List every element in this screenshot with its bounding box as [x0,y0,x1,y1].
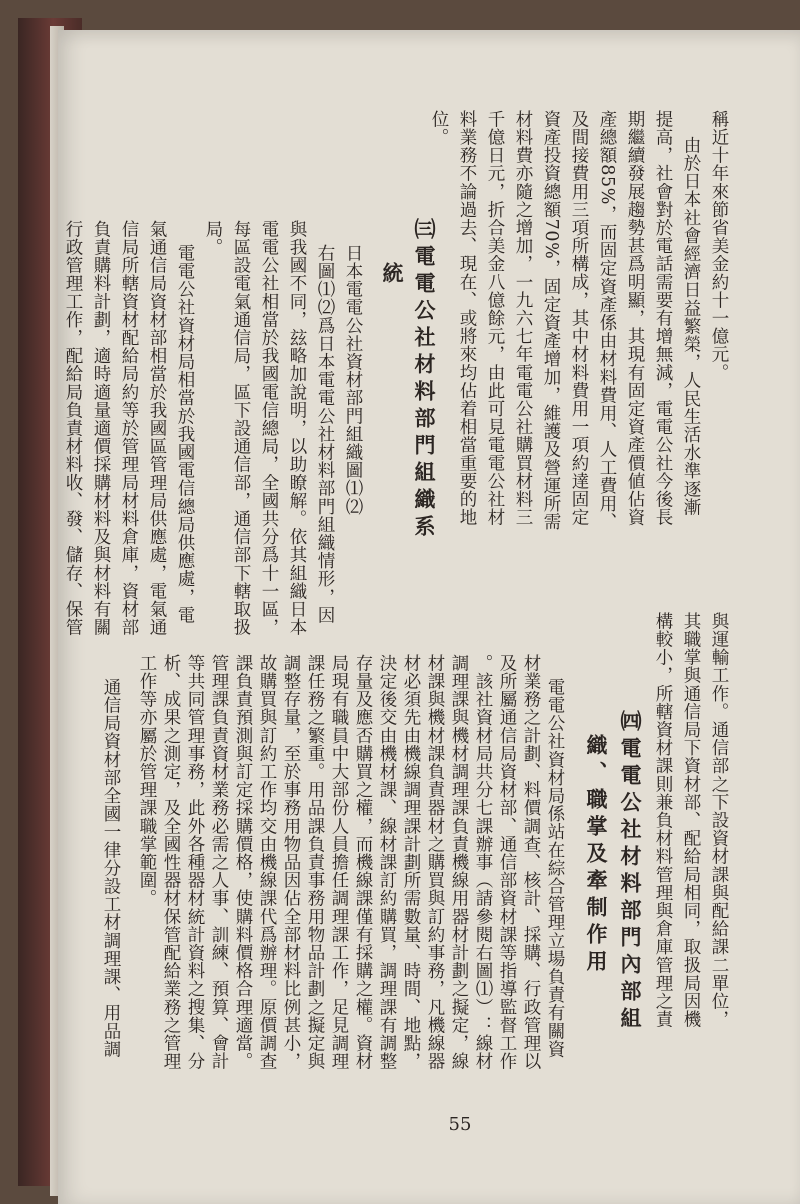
text-column: 存量及應否購買之權，而機線課僅有採購之權。資材 [353,654,373,1071]
text-column: 局。 [203,220,223,257]
text-column: 調整存量，至於事務用物品因佔全部材料比例甚小， [281,654,301,1071]
text-column: 調理課與機材調理課負責機線用器材計劃之擬定，線 [449,654,469,1071]
text-column: 故購買與訂約工作均交由機線課代爲辦理。原價調查 [257,654,277,1071]
text-column: 提高，社會對於電話需要有增無減，電電公社今後長 [653,110,673,527]
text-column: 右圖⑴⑵爲日本電電公社材料部門組織情形，因 [315,244,335,625]
text-column: 負責購料計劃，適時適量適價採購材料及與材料有關 [91,220,111,637]
text-column: 每區設電氣通信局，區下設通信部，通信部下轄取扱 [231,220,251,637]
text-column: 析、成果之測定，及全國性器材保管配給業務之管理 [161,654,181,1071]
text-column: 管理課負責資材業務必需之人事、訓練、預算、會計 [209,654,229,1071]
text-column: 日本電電公社資材部門組織圖⑴⑵ [343,244,363,516]
section-heading-4: ㈣電電公社材料部門內部組 [618,710,643,1034]
text-column: 。該社資材局共分七課辦事（請參閱右圖⑴）：線材 [473,654,493,1071]
text-column: 期繼續發展趨勢甚爲明顯，其現有固定資產價値佔資 [625,110,645,527]
text-column: 位。 [429,110,449,147]
section-heading-3-cont: 統 [380,262,405,289]
section-heading-4-cont: 織、職掌及牽制作用 [584,734,609,977]
text-column: 局現有職員中大部份人員擔任調理課工作，足見調理 [329,654,349,1071]
section-heading-3: ㈢電電公社材料部門組織系 [412,218,437,542]
text-column: 與我國不同，玆略加說明，以助瞭解。依其組織日本 [287,220,307,637]
page-number: 55 [448,1114,472,1135]
text-column: 與運輸工作。通信部之下設資材課與配給課二單位， [709,612,729,1029]
text-column: 課任務之繁重。用品課負責事務用物品計劃之擬定與 [305,654,325,1071]
text-column: 通信局資材部全國一律分設工材調理課、用品調 [101,678,121,1059]
text-column: 電電公社資材局相當於我國電信總局供應處，電 [175,244,195,625]
text-column: 材必須先由機線調理課計劃所需數量、時間、地點， [401,654,421,1071]
text-column: 決定後交由機材課、線材課訂約購買，調理課有調整 [377,654,397,1071]
text-column: 氣通信局資材部相當於我國區管理局供應處，電氣通 [147,220,167,637]
text-column: 構較小，所轄資材課則兼負材料管理與倉庫管理之責 [653,612,673,1029]
text-column: 行政管理工作，配給局負責材料收、發、儲存、保管 [63,220,83,637]
text-column: 及所屬通信局資材部、通信部資材課等指導監督工作 [497,654,517,1071]
text-column: 產總額85%，而固定資產係由材料費用、人工費用、 [597,110,617,531]
text-column: 電電公社資材局係站在綜合管理立場負責有關資 [545,678,565,1059]
text-column: 千億日元，折合美金八億餘元，由此可見電電公社材 [485,110,505,527]
text-column: 電電公社相當於我國電信總局，全國共分爲十一區， [259,220,279,637]
text-column: 其職掌與通信局下資材部、配給局相同，取扱局因機 [681,612,701,1029]
text-column: 材料費亦隨之增加，一九六七年電電公社購買材料三 [513,110,533,527]
text-column: 資產投資總額70%，固定資產增加，維護及營運所需 [541,110,561,531]
text-column: 工作等亦屬於管理課職掌範圍。 [137,654,157,908]
text-column: 等共同管理事務，此外各種器材統計資料之搜集、分 [185,654,205,1071]
text-column: 材課與機材課負責器材之購買與訂約事務，凡機線器 [425,654,445,1071]
text-column: 由於日本社會經濟日益繁榮，人民生活水準逐漸 [681,136,701,517]
text-column: 料業務不論過去、現在、或將來均佔着相當重要的地 [457,110,477,527]
text-column: 稱近十年來節省美金約十一億元。 [709,110,729,382]
text-column: 課負責預測與訂定採購價格，使購料價格合理適當。 [233,654,253,1071]
book-page [58,30,800,1204]
text-column: 及間接費用三項所構成，其中材料費用一項約達固定 [569,110,589,527]
text-column: 信局所轄資材配給局約等於管理局材料倉庫，資材部 [119,220,139,637]
text-column: 材業務之計劃、料價調查、核計、採購、行政管理以 [521,654,541,1071]
